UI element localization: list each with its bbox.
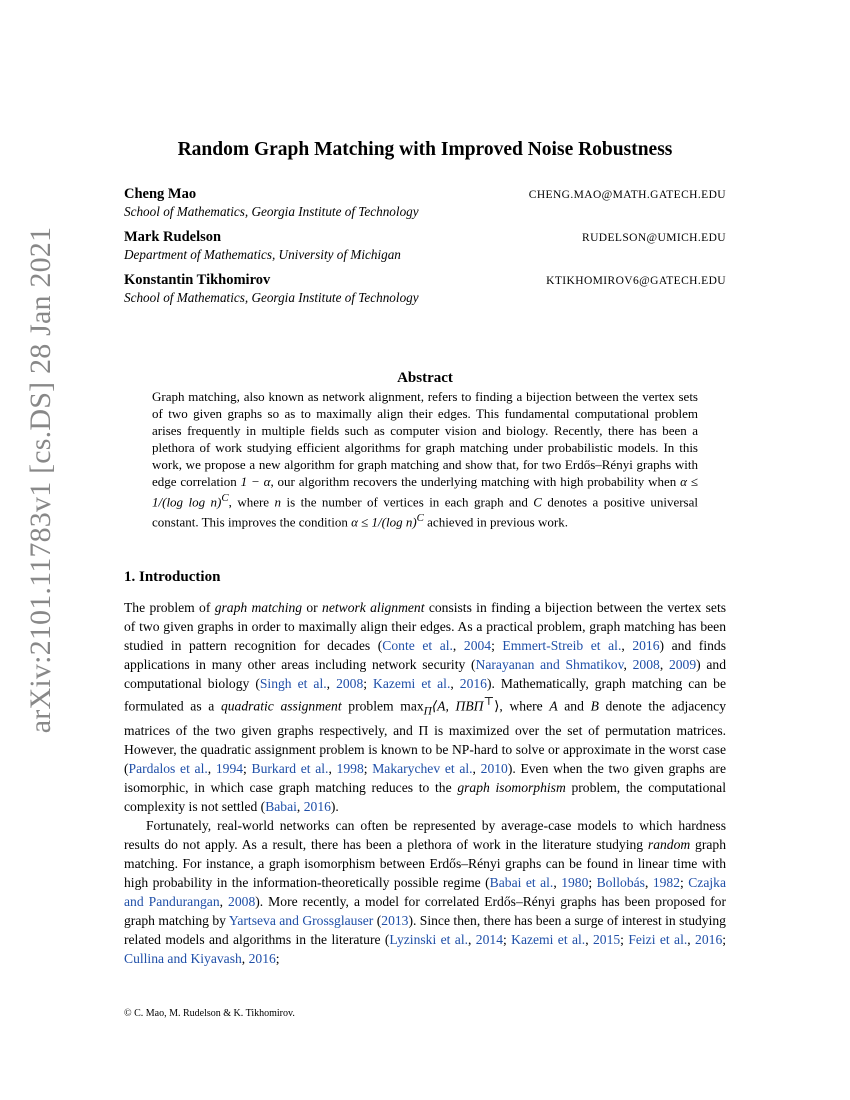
- author-email: KTIKHOMIROV6@GATECH.EDU: [546, 275, 726, 287]
- citation-link[interactable]: Babai et al.: [489, 875, 554, 891]
- paragraph-2: Fortunately, real-world networks can often be represented by average-case models to which hardness results do not apply. As a result, there has been a plethora of work in the literature studying random graph matching. For instance, a graph isomorphism between Erdős–Rényi graphs can be found in linear time with high probability in the information-theoretically possible regime (Babai et al., 1980; Bollobás, 1982; Czajka and Pandurangan, 2008). More recently, a model for correlated Erdős–Rényi graphs has been proposed for graph matching by Yartseva and Grossglauser (2013). Since then, there has been a surge of interest in studying related models and algorithms in the literature (Lyzinski et al., 2014; Kazemi et al., 2015; Feizi et al., 2016; Cullina and Kiyavash, 2016;: [124, 818, 727, 967]
- citation-link[interactable]: Narayanan and Shmatikov: [475, 657, 624, 672]
- citation-year-link[interactable]: 1982: [652, 875, 680, 891]
- citation-year-link[interactable]: 2013: [381, 913, 409, 929]
- author-block-1: [124, 186, 726, 220]
- citation-link[interactable]: Bollobás: [596, 875, 645, 891]
- abstract-heading: Abstract: [397, 370, 453, 386]
- citation-year-link[interactable]: 2008: [228, 894, 256, 910]
- citation-year-link[interactable]: 1980: [561, 875, 589, 891]
- citation-link[interactable]: Cullina and Kiyavash: [124, 951, 242, 967]
- author-affiliation: Department of Mathematics, University of Michigan: [124, 247, 401, 262]
- author-block-3: [124, 272, 726, 306]
- citation-link[interactable]: Kazemi et al.: [373, 676, 451, 691]
- introduction-body: [124, 598, 726, 968]
- abstract-text: Graph matching, also known as network alignment, refers to finding a bijection between the vertex sets of two given graphs so as to maximally align their edges. This fundamental computational problem arises frequently in multiple fields such as computer vision and biology. Recently, there has been a plethora of work studying efficient algorithms for graph matching under probabilistic models. In this work, we propose a new algorithm for graph matching and show that, for two Erdős–Rényi graphs with edge correlation 1 − α, our algorithm recovers the underlying matching with high probability when α ≤ 1/(log log n)$^C$, where n is the number of vertices in each graph and C denotes a positive universal constant. This improves the condition α ≤ 1/(log n)$^C$ achieved in previous work.: [152, 389, 699, 530]
- citation-year-link[interactable]: 2009: [668, 657, 697, 672]
- author-email: RUDELSON@UMICH.EDU: [582, 232, 726, 244]
- citation-year-link[interactable]: 2016: [695, 932, 723, 948]
- section-heading-introduction: 1. Introduction: [124, 569, 221, 585]
- author-name: Mark Rudelson: [124, 229, 222, 245]
- citation-link[interactable]: Yartseva and Grossglauser: [228, 913, 374, 929]
- citation-link[interactable]: Lyzinski et al.: [389, 932, 469, 948]
- citation-link[interactable]: Babai: [265, 799, 297, 815]
- paper-title: Random Graph Matching with Improved Noise Robustness: [177, 139, 673, 160]
- citation-year-link[interactable]: 2010: [480, 761, 508, 777]
- citation-link[interactable]: Pardalos et al.: [128, 761, 208, 777]
- author-name: Cheng Mao: [124, 186, 197, 202]
- author-affiliation: School of Mathematics, Georgia Institute of Technology: [124, 204, 419, 219]
- citation-link[interactable]: Czajka and Pandurangan: [124, 875, 726, 910]
- author-email: CHENG.MAO@MATH.GATECH.EDU: [528, 189, 726, 201]
- citation-year-link[interactable]: 2014: [475, 932, 503, 948]
- citation-link[interactable]: Conte et al.: [382, 638, 453, 653]
- citation-year-link[interactable]: 2008: [632, 657, 660, 672]
- copyright-footer: © C. Mao, M. Rudelson & K. Tikhomirov.: [124, 1008, 295, 1019]
- arxiv-identifier: [18, 226, 64, 734]
- citation-year-link[interactable]: 2016: [632, 638, 660, 653]
- citation-link[interactable]: Makarychev et al.: [372, 761, 473, 777]
- citation-year-link[interactable]: 2016: [248, 951, 276, 967]
- citation-link[interactable]: Burkard et al.: [251, 761, 329, 777]
- author-block-2: [124, 229, 726, 263]
- author-affiliation: School of Mathematics, Georgia Institute of Technology: [124, 290, 419, 305]
- citation-link[interactable]: Kazemi et al.: [511, 932, 586, 948]
- author-name: Konstantin Tikhomirov: [124, 272, 271, 288]
- citation-year-link[interactable]: 2015: [592, 932, 621, 948]
- citation-link[interactable]: Singh et al.: [259, 676, 327, 691]
- citation-year-link[interactable]: 2016: [459, 676, 487, 691]
- citation-year-link[interactable]: 2004: [463, 638, 492, 653]
- citation-year-link[interactable]: 2016: [303, 799, 331, 815]
- citation-link[interactable]: Emmert-Streib et al.: [502, 638, 622, 653]
- citation-year-link[interactable]: 2008: [336, 676, 364, 691]
- arxiv-id-text: arXiv:2101.11783v1 [cs.DS] 28 Jan 2021: [24, 226, 58, 734]
- paragraph-1: The problem of graph matching or network alignment consists in finding a bijection between the vertex sets of two given graphs in order to maximally align their edges. As a practical problem, graph matching has been studied in pattern recognition for decades (Conte et al., 2004; Emmert-Streib et al., 2016) and finds applications in many other areas including network security (Narayanan and Shmatikov, 2008, 2009) and computational biology (Singh et al., 2008; Kazemi et al., 2016). Mathematically, graph matching can be formulated as a quadratic assignment problem $\max_\Pi⟨A$, ΠBΠ⊤⟩, where A and B denote the adjacency matrices of the two given graphs respectively, and Π is maximized over the set of permutation matrices. However, the quadratic assignment problem is known to be NP-hard to solve or approximate in the worst case (Pardalos et al., 1994; Burkard et al., 1998; Makarychev et al., 2010). Even when the two given graphs are isomorphic, in which case graph matching reduces to the graph isomorphism problem, the computational complexity is not settled (Babai, 2016).: [124, 600, 727, 815]
- citation-link[interactable]: Feizi et al.: [628, 932, 688, 948]
- citation-year-link[interactable]: 1998: [336, 761, 364, 777]
- citation-year-link[interactable]: 1994: [215, 761, 244, 777]
